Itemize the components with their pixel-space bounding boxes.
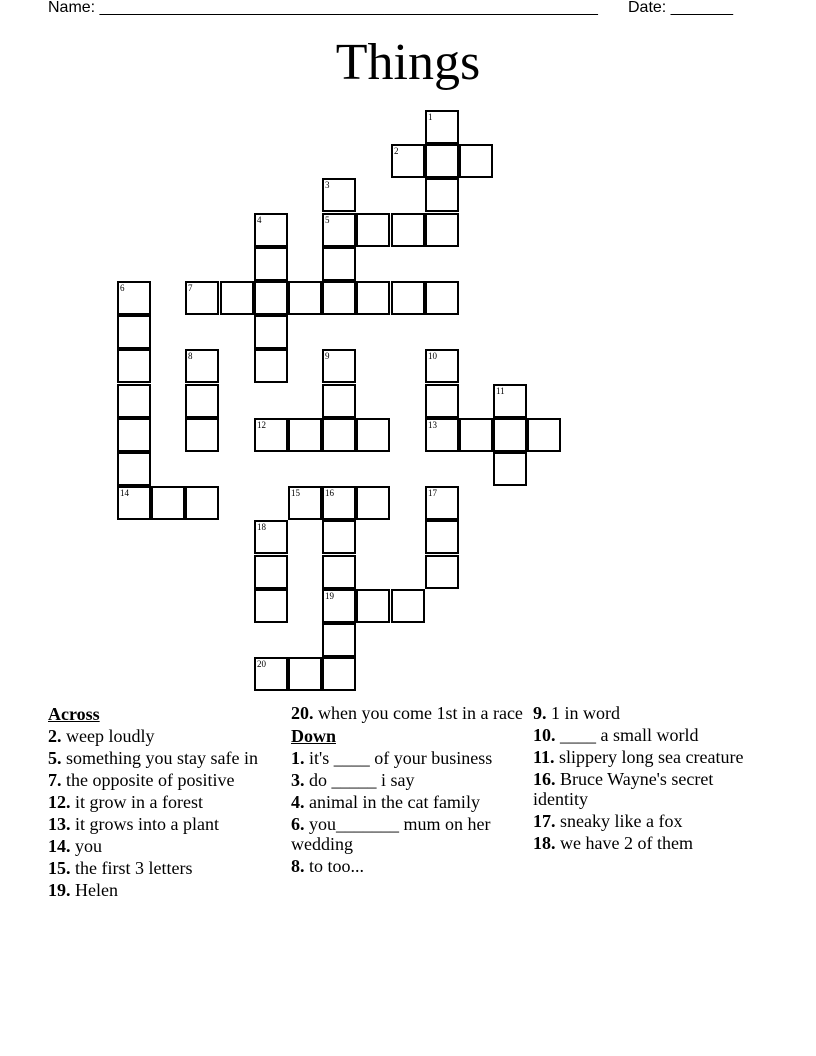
- grid-cell[interactable]: [117, 384, 151, 418]
- grid-cell[interactable]: [425, 520, 459, 554]
- clue-column-2: [291, 703, 527, 878]
- grid-cell[interactable]: [425, 178, 459, 212]
- clue-down-1: 1. it's ____ of your business: [291, 748, 493, 768]
- grid-cell[interactable]: [493, 418, 527, 452]
- grid-cell[interactable]: [356, 281, 390, 315]
- clue-number: 18: [257, 522, 266, 532]
- across-heading: Across: [48, 704, 100, 724]
- clue-down-6: 6. you_______ mum on her wedding: [291, 814, 491, 854]
- grid-cell[interactable]: [185, 418, 219, 452]
- clue-down-17: 17. sneaky like a fox: [533, 811, 683, 831]
- clue-number: 17: [428, 488, 437, 498]
- clue-number: 19: [325, 591, 334, 601]
- grid-cell[interactable]: [254, 315, 288, 349]
- clue-across-20: 20. when you come 1st in a race: [291, 703, 523, 723]
- grid-cell[interactable]: [254, 589, 288, 623]
- grid-cell[interactable]: [254, 349, 288, 383]
- clue-number: 9: [325, 351, 330, 361]
- clue-number: 1: [428, 112, 433, 122]
- grid-cell[interactable]: [356, 418, 390, 452]
- grid-cell[interactable]: [322, 555, 356, 589]
- clue-number: 6: [120, 283, 125, 293]
- clue-number: 7: [188, 283, 193, 293]
- clue-down-9: 9. 1 in word: [533, 703, 620, 723]
- grid-cell[interactable]: [185, 384, 219, 418]
- clue-number: 14: [120, 488, 129, 498]
- grid-cell[interactable]: [254, 281, 288, 315]
- grid-cell[interactable]: [493, 452, 527, 486]
- grid-cell[interactable]: [356, 589, 390, 623]
- clue-number: 3: [325, 180, 330, 190]
- grid-cell[interactable]: [356, 486, 390, 520]
- grid-cell[interactable]: [527, 418, 561, 452]
- down-heading: Down: [291, 726, 337, 746]
- clue-number: 5: [325, 215, 330, 225]
- grid-cell[interactable]: [117, 315, 151, 349]
- grid-cell[interactable]: [220, 281, 254, 315]
- clue-number: 13: [428, 420, 437, 430]
- grid-cell[interactable]: [425, 384, 459, 418]
- clue-column-3: [533, 703, 769, 855]
- grid-cell[interactable]: [151, 486, 185, 520]
- clue-across-5: 5. something you stay safe in: [48, 748, 258, 768]
- grid-cell[interactable]: [322, 384, 356, 418]
- grid-cell[interactable]: [254, 247, 288, 281]
- grid-cell[interactable]: [117, 418, 151, 452]
- grid-cell[interactable]: [185, 486, 219, 520]
- grid-cell[interactable]: [425, 213, 459, 247]
- grid-cell[interactable]: [288, 418, 322, 452]
- clue-number: 20: [257, 659, 266, 669]
- clue-across-7: 7. the opposite of positive: [48, 770, 235, 790]
- clue-down-8: 8. to too...: [291, 856, 365, 876]
- date-field-label: Date: _______: [628, 0, 733, 16]
- grid-cell[interactable]: [254, 555, 288, 589]
- grid-cell[interactable]: [391, 281, 425, 315]
- page-title: Things: [335, 34, 481, 91]
- grid-cell[interactable]: [322, 520, 356, 554]
- name-field-label: Name: ________________________________________________________: [48, 0, 598, 16]
- grid-cell[interactable]: [288, 657, 322, 691]
- grid-cell[interactable]: [425, 144, 459, 178]
- clue-across-12: 12. it grow in a forest: [48, 792, 203, 812]
- clue-across-2: 2. weep loudly: [48, 726, 155, 746]
- clue-down-16: 16. Bruce Wayne's secret identity: [533, 769, 714, 809]
- clue-number: 16: [325, 488, 334, 498]
- clue-number: 12: [257, 420, 266, 430]
- clue-number: 4: [257, 215, 262, 225]
- clue-number: 11: [496, 386, 505, 396]
- clue-down-11: 11. slippery long sea creature: [533, 747, 744, 767]
- grid-cell[interactable]: [391, 213, 425, 247]
- clue-down-18: 18. we have 2 of them: [533, 833, 693, 853]
- grid-cell[interactable]: [322, 247, 356, 281]
- clue-across-15: 15. the first 3 letters: [48, 858, 193, 878]
- grid-cell[interactable]: [117, 452, 151, 486]
- clue-across-13: 13. it grows into a plant: [48, 814, 219, 834]
- grid-cell[interactable]: [425, 281, 459, 315]
- grid-cell[interactable]: [288, 281, 322, 315]
- clue-number: 10: [428, 351, 437, 361]
- clue-down-4: 4. animal in the cat family: [291, 792, 480, 812]
- clue-number: 8: [188, 351, 193, 361]
- clue-number: 15: [291, 488, 300, 498]
- clue-down-10: 10. ____ a small world: [533, 725, 699, 745]
- grid-cell[interactable]: [117, 349, 151, 383]
- clue-number: 2: [394, 146, 399, 156]
- grid-cell[interactable]: [391, 589, 425, 623]
- grid-cell[interactable]: [425, 555, 459, 589]
- grid-cell[interactable]: [322, 418, 356, 452]
- clue-column-1: [48, 703, 284, 902]
- grid-cell[interactable]: [356, 213, 390, 247]
- grid-cell[interactable]: [322, 657, 356, 691]
- clue-across-19: 19. Helen: [48, 880, 118, 900]
- grid-cell[interactable]: [322, 623, 356, 657]
- grid-cell[interactable]: [322, 281, 356, 315]
- clue-across-14: 14. you: [48, 836, 102, 856]
- clue-down-3: 3. do _____ i say: [291, 770, 415, 790]
- grid-cell[interactable]: [459, 418, 493, 452]
- grid-cell[interactable]: [459, 144, 493, 178]
